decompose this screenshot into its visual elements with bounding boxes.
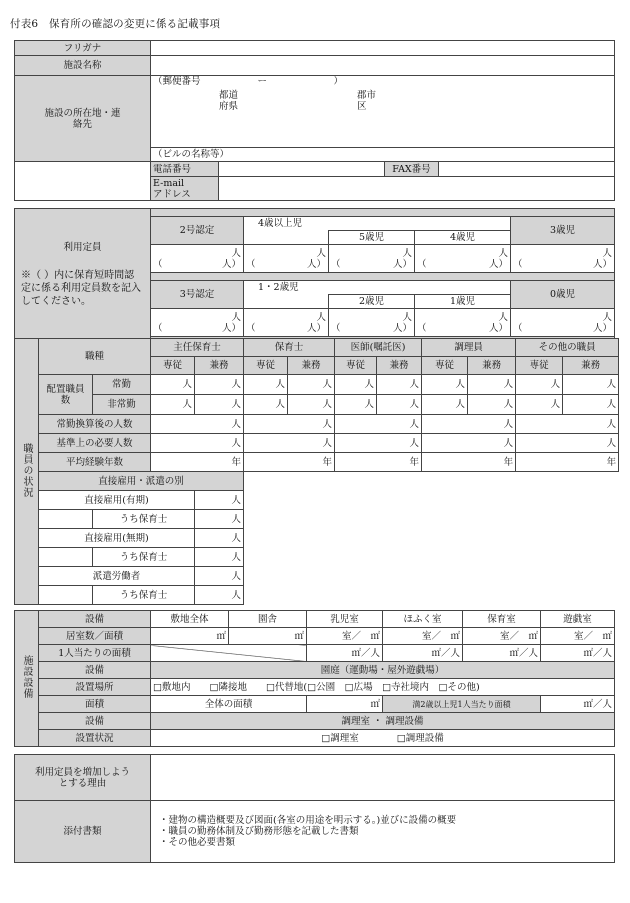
nonregular-label: 非常勤 [93,395,151,415]
area-label: 面積 [39,696,151,713]
email-label: E-mail アドレス [151,177,219,201]
reason-table [14,754,615,863]
room-area-cell[interactable]: 室／ ㎡ [463,628,541,645]
age1-label: 1歳児 [415,295,511,309]
job-other: その他の職員 [516,339,619,357]
col-parttime: 兼務 [377,357,422,375]
direct-fixed-label: 直接雇用(有期) [39,491,195,510]
rooms-area-label: 居室数／面積 [39,628,151,645]
status-label: 設置状況 [39,730,151,747]
room-area-cell[interactable]: 室／ ㎡ [541,628,615,645]
of-which-nurse-cell[interactable]: 人 [195,586,244,605]
furigana-label: フリガナ [15,41,151,56]
avg-exp-cell[interactable]: 年 [244,453,335,472]
col-fulltime: 専従 [244,357,288,375]
phone-input[interactable] [219,162,385,177]
avg-exp-cell[interactable]: 年 [422,453,516,472]
capacity-label: 利用定員 ※（ ）内に保育短時間認定に係る利用定員数を記入してください。 [15,209,151,341]
facility-label-3: 設備 [39,713,151,730]
equipment-table [14,610,615,747]
per-child-area-label: 1人当たりの面積 [39,645,151,662]
address-label: 施設の所在地・連絡先 [15,76,151,162]
kitchen-options[interactable]: □調理室 □調理設備 [151,730,615,747]
col-fulltime: 専従 [335,357,377,375]
of-which-nurse-label: うち保育士 [93,510,195,529]
prefecture-label: 都道 府県 [219,90,239,112]
site-area-cell[interactable]: ㎡ [151,628,229,645]
facility-name-input[interactable] [151,56,615,76]
age0-label: 0歳児 [511,281,615,309]
regular-cell[interactable]: 人 [422,375,468,395]
regular-cell[interactable]: 人 [244,375,288,395]
per-child-2up-cell[interactable]: ㎡／人 [541,696,615,713]
of-which-nurse-label: うち保育士 [93,548,195,567]
col-parttime: 兼務 [468,357,516,375]
facility-name-label: 施設名称 [15,56,151,76]
age4up-value[interactable]: 人 （ 人） [244,245,329,273]
job-doctor: 医師(嘱託医) [335,339,422,357]
col-parttime: 兼務 [563,357,619,375]
of-which-nurse-cell[interactable]: 人 [195,510,244,529]
nonregular-cell[interactable]: 人 [288,395,335,415]
col-crawling-room: ほふく室 [383,611,463,628]
cert2-value[interactable]: 人 （ 人） [151,245,244,273]
regular-cell[interactable]: 人 [377,375,422,395]
col-nursery-room: 保育室 [463,611,541,628]
regular-label: 常勤 [93,375,151,395]
age0-value[interactable]: 人 （ 人） [511,309,615,337]
nonregular-cell[interactable]: 人 [422,395,468,415]
col-fulltime: 専従 [422,357,468,375]
room-area-cell[interactable]: 室／ ㎡ [383,628,463,645]
avg-exp-cell[interactable]: 年 [516,453,619,472]
of-which-nurse-cell[interactable]: 人 [195,548,244,567]
age5-value[interactable]: 人 （ 人） [329,245,415,273]
avg-exp-cell[interactable]: 年 [151,453,244,472]
direct-dispatch-label: 直接雇用・派遣の別 [39,472,244,491]
col-parttime: 兼務 [288,357,335,375]
reason-label: 利用定員を増加しようとする理由 [15,755,151,801]
total-area-label: 全体の面積 [151,696,307,713]
kitchen-header: 調理室 ・ 調理設備 [151,713,615,730]
col-fulltime: 専従 [516,357,563,375]
per-child-cell[interactable]: ㎡／人 [463,645,541,662]
equipment-section-label: 施設設備 [15,611,39,747]
direct-open-label: 直接雇用(無期) [39,529,195,548]
furigana-input[interactable] [151,41,615,56]
regular-cell[interactable]: 人 [195,375,244,395]
direct-open-cell[interactable]: 人 [195,529,244,548]
age3-value[interactable]: 人 （ 人） [511,245,615,273]
facility-col-label: 設備 [39,611,151,628]
building-area-cell[interactable]: ㎡ [229,628,307,645]
building-field[interactable]: （ビルの名称等） [151,148,615,162]
capacity-table [14,208,615,341]
age12-value[interactable]: 人 （ 人） [244,309,329,337]
per-child-2up-label: 満2歳以上児1人当たり面積 [383,696,541,713]
per-child-cell[interactable]: ㎡／人 [541,645,615,662]
location-label: 設置場所 [39,679,151,696]
nonregular-cell[interactable]: 人 [516,395,563,415]
col-fulltime: 専従 [151,357,195,375]
placed-staff-label: 配置職員数 [39,375,93,415]
staff-section-label: 職員の状況 [15,339,39,605]
required-cell[interactable]: 人 [516,434,619,453]
facility-label-2: 設備 [39,662,151,679]
per-child-cell[interactable]: ㎡／人 [383,645,463,662]
attachments-list [151,801,615,863]
converted-cell[interactable]: 人 [422,415,516,434]
postal-code: （郵便番号 ー ） [153,76,344,87]
col-infant-room: 乳児室 [307,611,383,628]
email-input[interactable] [219,177,615,201]
job-nurse: 保育士 [244,339,335,357]
regular-cell[interactable]: 人 [516,375,563,395]
nonregular-cell[interactable]: 人 [151,395,195,415]
dispatched-cell[interactable]: 人 [195,567,244,586]
age4-value[interactable]: 人 （ 人） [415,245,511,273]
avg-exp-cell[interactable]: 年 [335,453,422,472]
nonregular-cell[interactable]: 人 [468,395,516,415]
staff-table [14,338,619,605]
required-cell[interactable]: 人 [422,434,516,453]
avg-exp-label: 平均経験年数 [39,453,151,472]
direct-fixed-cell[interactable]: 人 [195,491,244,510]
age4-label: 4歳児 [415,231,511,245]
required-cell[interactable]: 人 [151,434,244,453]
required-cell[interactable]: 人 [244,434,335,453]
required-label: 基準上の必要人数 [39,434,151,453]
regular-cell[interactable]: 人 [335,375,377,395]
cert2-label: 2号認定 [151,217,244,245]
nonregular-cell[interactable]: 人 [335,395,377,415]
phone-label: 電話番号 [151,162,219,177]
age1-value[interactable]: 人 （ 人） [415,309,511,337]
attachment-item: ・建物の構造概要及び図面(各室の用途を明示する。)並びに設備の概要 [159,815,457,826]
regular-cell[interactable]: 人 [288,375,335,395]
dispatched-label: 派遣労働者 [39,567,195,586]
fax-label: FAX番号 [385,162,439,177]
col-site: 敷地全体 [151,611,229,628]
converted-cell[interactable]: 人 [335,415,422,434]
diagonal-cell [151,645,307,662]
form-title: 付表6 保育所の確認の変更に係る記載事項 [10,18,221,30]
converted-cell[interactable]: 人 [151,415,244,434]
age5-label: 5歳児 [329,231,415,245]
cert3-label: 3号認定 [151,281,244,309]
converted-label: 常勤換算後の人数 [39,415,151,434]
age3-label: 3歳児 [511,217,615,245]
regular-cell[interactable]: 人 [563,375,619,395]
age4up-label: 4歳以上児 [244,217,511,231]
age2-value[interactable]: 人 （ 人） [329,309,415,337]
job-chief-nurse: 主任保育士 [151,339,244,357]
col-building: 園舎 [229,611,307,628]
job-cook: 調理員 [422,339,516,357]
reason-input[interactable] [151,755,615,801]
nonregular-cell[interactable]: 人 [563,395,619,415]
job-type-label: 職種 [39,339,151,375]
attachment-item: ・その他必要書類 [159,837,236,848]
nonregular-cell[interactable]: 人 [195,395,244,415]
city-label: 郡市 区 [357,90,377,112]
address-field[interactable] [151,76,615,148]
total-area-cell[interactable]: ㎡ [307,696,383,713]
facility-table [14,40,615,201]
age2-label: 2歳児 [329,295,415,309]
converted-cell[interactable]: 人 [516,415,619,434]
attachment-item: ・職員の勤務体制及び勤務形態を記載した書類 [159,826,359,837]
cert3-value[interactable]: 人 （ 人） [151,309,244,337]
attachments-label: 添付書類 [15,801,151,863]
required-cell[interactable]: 人 [335,434,422,453]
col-play-room: 遊戯室 [541,611,615,628]
fax-input[interactable] [439,162,615,177]
regular-cell[interactable]: 人 [468,375,516,395]
age12-label: 1・2歳児 [244,281,511,295]
of-which-nurse-label: うち保育士 [93,586,195,605]
per-child-cell[interactable]: ㎡／人 [307,645,383,662]
col-parttime: 兼務 [195,357,244,375]
location-options[interactable]: □敷地内 □隣接地 □代替地(□公園 □広場 □寺社境内 □その他) [151,679,615,696]
nonregular-cell[interactable]: 人 [244,395,288,415]
yard-header: 園庭（運動場・屋外遊戯場） [151,662,615,679]
room-area-cell[interactable]: 室／ ㎡ [307,628,383,645]
nonregular-cell[interactable]: 人 [377,395,422,415]
converted-cell[interactable]: 人 [244,415,335,434]
regular-cell[interactable]: 人 [151,375,195,395]
